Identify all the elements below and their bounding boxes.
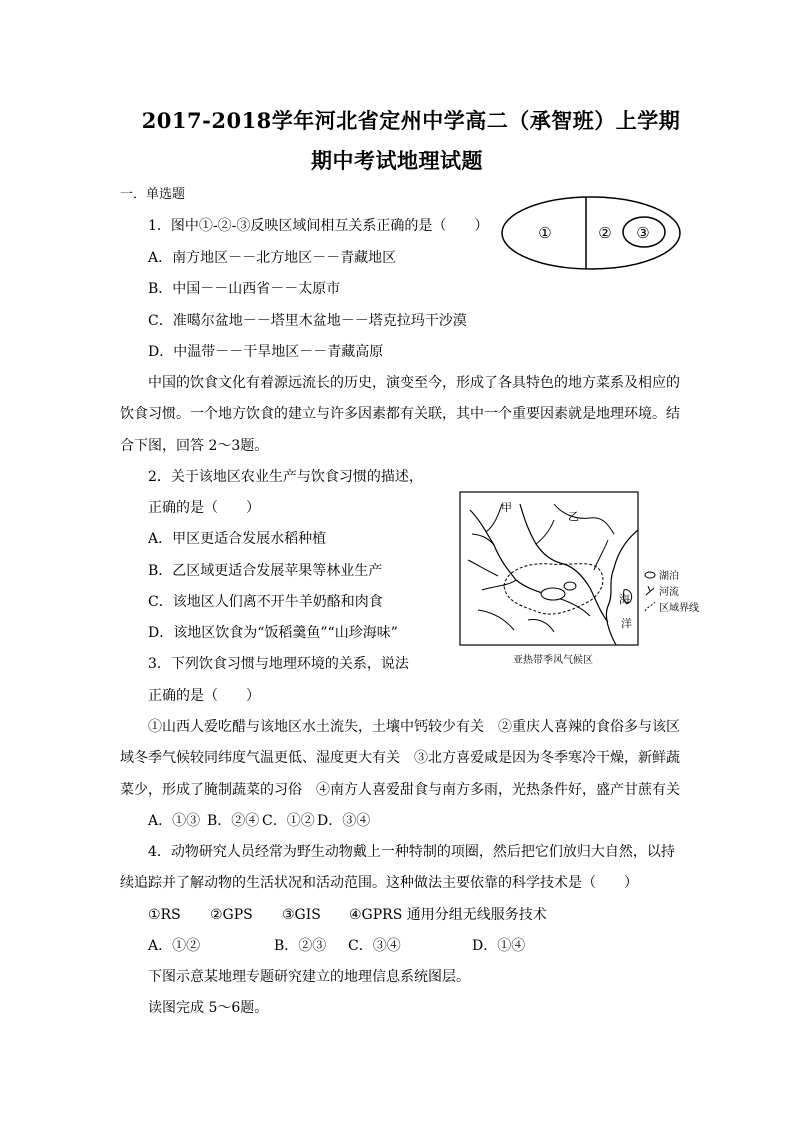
intro-line2: 饮食习惯。一个地方饮食的建立与许多因素都有关联，其中一个重要因素就是地理环境。结: [120, 406, 680, 422]
q4-option-c: C．③④: [348, 938, 401, 954]
q4-item-3: ③GIS: [282, 907, 321, 923]
q4-stem-cont: 续追踪并了解动物的生活状况和活动范围。这种做法主要依靠的科学技术是（ ）: [120, 875, 638, 891]
q2-option-b: B．乙区域更适合发展苹果等林业生产: [148, 563, 383, 579]
q3-stem: 3．下列饮食习惯与地理环境的关系，说法: [148, 656, 409, 672]
q3-option-a: A．①③: [148, 813, 201, 829]
map-label-jia: 甲: [501, 501, 512, 514]
doc-title-line2: 期中考试地理试题: [311, 148, 483, 173]
q2-option-a: A．甲区更适合发展水稻种植: [148, 531, 327, 547]
q4-option-a: A．①②: [148, 938, 201, 954]
figure-label-3: ③: [636, 224, 650, 242]
legend-boundary: 区域界线: [659, 603, 699, 614]
lake-legend-icon: [645, 572, 655, 578]
section-heading: 一．单选题: [120, 187, 186, 202]
intro-line3: 合下图，回答 2～3题。: [120, 438, 269, 454]
q1-stem: 1．图中①-②-③反映区域间相互关系正确的是（ ）: [148, 218, 489, 234]
outro-line1: 下图示意某地理专题研究建立的地理信息系统图层。: [148, 969, 470, 985]
q2-stem: 2．关于该地区农业生产与饮食习惯的描述，: [148, 469, 423, 485]
region-map: [458, 490, 718, 670]
legend-lake: 湖泊: [659, 571, 679, 582]
map-label-hai: 海: [619, 593, 630, 606]
q1-option-a: A．南方地区－－北方地区－－青藏地区: [148, 250, 397, 266]
q4-item-2: ②GPS: [210, 907, 253, 923]
q2-option-d: D．该地区饮食为“饭稻羹鱼”“山珍海味”: [148, 625, 398, 641]
q2-stem-cont: 正确的是（ ）: [148, 500, 260, 516]
q4-item-4: ④GPRS 通用分组无线服务技术: [349, 907, 547, 923]
q4-stem: 4．动物研究人员经常为野生动物戴上一种特制的项圈，然后把它们放归大自然，以持: [148, 844, 675, 860]
q4-option-b: B．②③: [274, 938, 327, 954]
q2-option-c: C．该地区人们离不开牛羊奶酪和肉食: [148, 594, 383, 610]
boundary-legend-icon: [645, 602, 655, 611]
q3-option-b: B．②④: [207, 813, 260, 829]
outro-line2: 读图完成 5～6题。: [148, 1000, 269, 1016]
river-legend-icon: [646, 586, 654, 595]
q1-option-d: D．中温带－－干旱地区－－青藏高原: [148, 344, 384, 360]
q3-body-line2: 域冬季气候较同纬度气温更低、湿度更大有关 ③北方喜爱咸是因为冬季寒冷干燥，新鲜蔬: [120, 750, 680, 766]
q4-option-d: D．①④: [472, 938, 526, 954]
q3-body-line3: 菜少，形成了腌制蔬菜的习俗 ④南方人喜爱甜食与南方多雨，光热条件好，盛产甘蔗有关: [120, 782, 680, 798]
q3-option-c: C．①②: [262, 813, 315, 829]
q1-option-c: C．准噶尔盆地－－塔里木盆地－－塔克拉玛干沙漠: [148, 313, 467, 329]
doc-title-line1: 2017-2018学年河北省定州中学高二（承智班）上学期: [141, 108, 681, 133]
q3-body-line1: ①山西人爱吃醋与该地区水土流失，土壤中钙较少有关 ②重庆人喜辣的食俗多与该区: [148, 719, 680, 735]
figure-label-1: ①: [538, 224, 552, 242]
intro-line1: 中国的饮食文化有着源远流长的历史，演变至今，形成了各具特色的地方菜系及相应的: [148, 375, 680, 391]
q1-ellipse-figure: [498, 192, 684, 274]
q4-item-1: ①RS: [148, 907, 181, 923]
q3-option-d: D．③④: [317, 813, 371, 829]
q1-option-b: B．中国－－山西省－－太原市: [148, 281, 341, 297]
map-label-yang: 洋: [621, 617, 632, 630]
q3-stem-cont: 正确的是（ ）: [148, 688, 260, 704]
map-caption: 亚热带季风气候区: [513, 655, 593, 666]
figure-label-2: ②: [598, 224, 612, 242]
legend-river: 河流: [659, 587, 679, 598]
map-label-yi: 乙: [568, 510, 579, 523]
